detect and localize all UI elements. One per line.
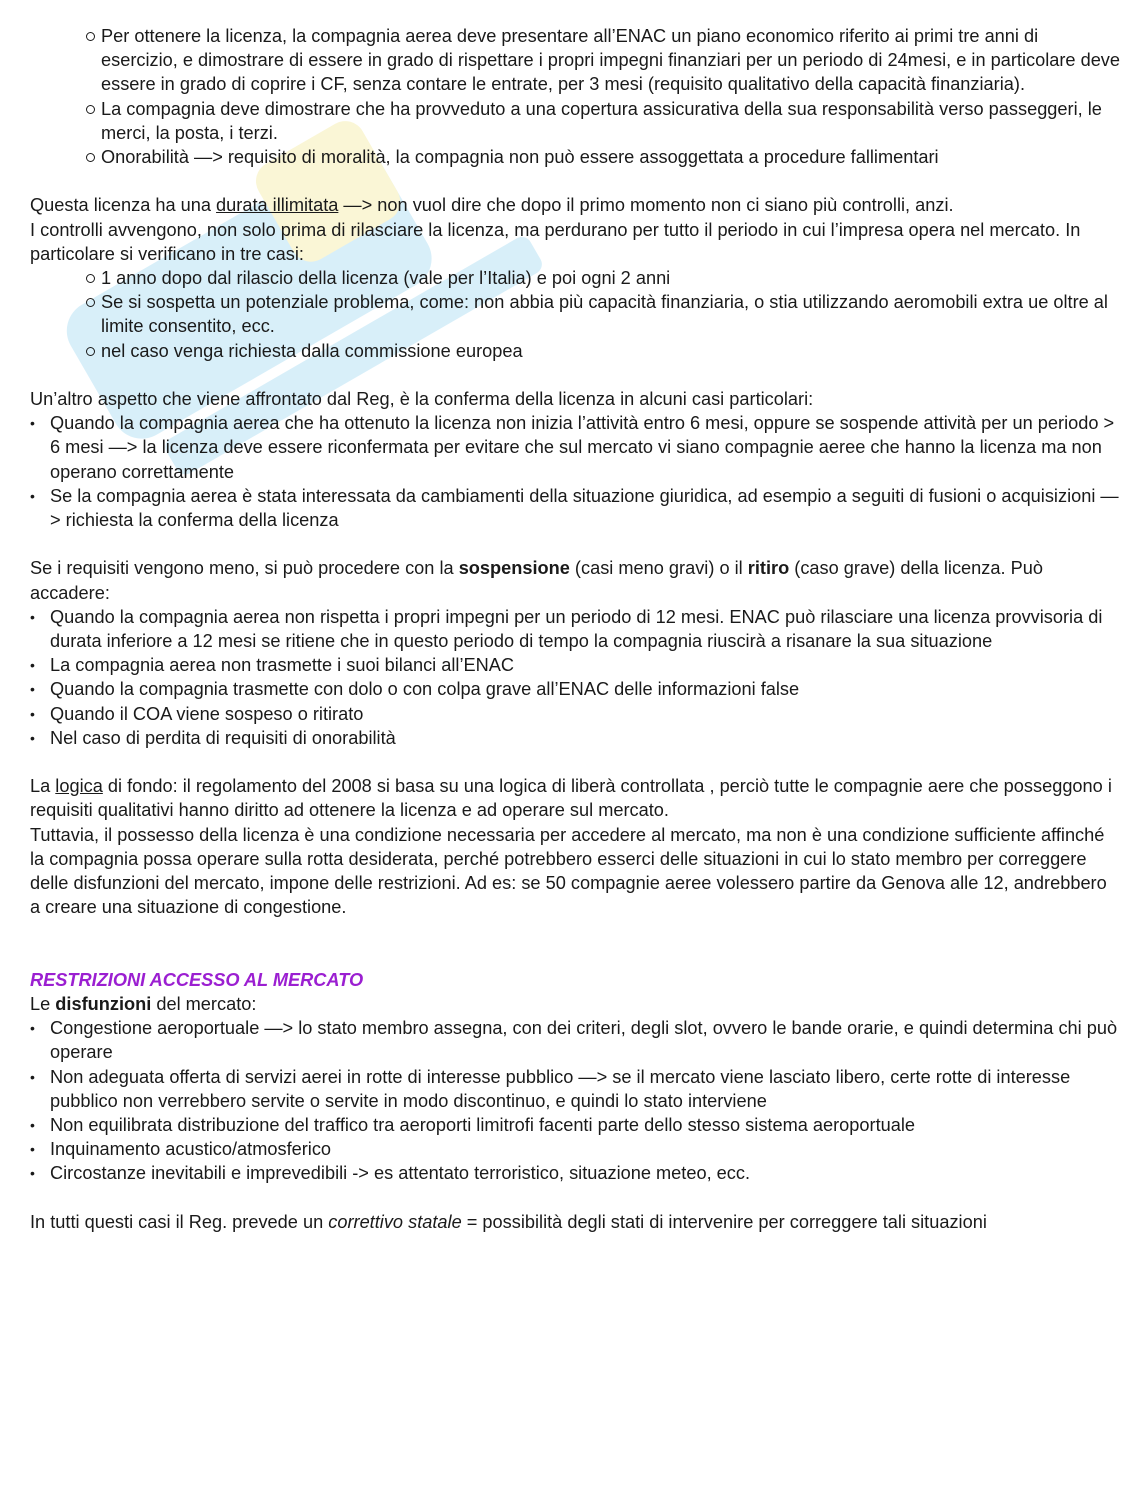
list-item: Se si sospetta un potenziale problema, come: non abbia più capacità finanziaria, o stia utilizzando aeromobili extra ue oltre al limite consentito, ecc. — [30, 290, 1120, 338]
durata-paragraph: Questa licenza ha una durata illimitata —> non vuol dire che dopo il primo momento non ci siano più controlli, anzi. — [30, 195, 954, 216]
section-heading: RESTRIZIONI ACCESSO AL MERCATO — [30, 969, 364, 990]
logica-word: logica — [55, 776, 103, 797]
list-item: • Inquinamento acustico/atmosferico — [30, 1137, 1120, 1161]
list-item: • Quando la compagnia trasmette con dolo o con colpa grave all’ENAC delle informazioni false — [30, 677, 1120, 701]
document-page — [30, 24, 1120, 1234]
list-item: • Nel caso di perdita di requisiti di onorabilità — [30, 726, 1120, 750]
durata-illimitata: durata illimitata — [216, 195, 339, 216]
list-item: La compagnia deve dimostrare che ha provveduto a una copertura assicurativa della sua responsabilità verso passeggeri, le merci, la posta, i terzi. — [30, 97, 1120, 145]
logica-paragraph: La logica di fondo: il regolamento del 2008 si basa su una logica di liberà controllata , perciò tutte le compagnie aere che posseggono i requisiti qualitativi hanno diritto ad ottenere la licenza e ad operare sul mercato. — [30, 776, 1112, 821]
tuttavia-paragraph: Tuttavia, il possesso della licenza è una condizione necessaria per accedere al mercato, ma non è una condizione sufficiente affinché la compagnia possa operare sulla rotta desiderata, perché potrebbero esserci delle situazioni in cui lo stato membro per correggere delle disfunzioni del mercato, impone delle restrizioni. Ad es: se 50 compagnie aeree volessero partire da Genova alle 12, andrebbero a creare una situazione di congestione. — [30, 824, 1107, 918]
list-item: 1 anno dopo dal rilascio della licenza (vale per l’Italia) e poi ogni 2 anni — [30, 266, 1120, 290]
list-item: • Non equilibrata distribuzione del traffico tra aeroporti limitrofi facenti parte dello stesso sistema aeroportuale — [30, 1113, 1120, 1137]
conferma-intro: Un’altro aspetto che viene affrontato dal Reg, è la conferma della licenza in alcuni casi particolari: — [30, 389, 814, 410]
list-item: • Quando il COA viene sospeso o ritirato — [30, 702, 1120, 726]
list-item: • Quando la compagnia aerea che ha ottenuto la licenza non inizia l’attività entro 6 mesi, oppure se sospende attività per un periodo > 6 mesi —> la licenza deve essere riconfermata per evitare che sul mercato vi siano compagnie aeree che hanno la licenza ma non operano correttamente — [30, 411, 1120, 484]
list-item: • Quando la compagnia aerea non rispetta i propri impegni per un periodo di 12 mesi. ENAC può rilasciare una licenza provvisoria di durata inferiore a 12 mesi se ritiene che in questo periodo di tempo la compagnia riuscirà a risanare la sua situazione — [30, 605, 1120, 653]
licenza-requisiti-list — [30, 24, 1120, 169]
list-item: • La compagnia aerea non trasmette i suoi bilanci all’ENAC — [30, 653, 1120, 677]
list-item: Onorabilità —> requisito di moralità, la compagnia non può essere assoggettata a procedure fallimentari — [30, 145, 1120, 169]
correttivo-paragraph: In tutti questi casi il Reg. prevede un correttivo statale = possibilità degli stati di intervenire per correggere tali situazioni — [30, 1211, 987, 1232]
controlli-cases-list — [30, 266, 1120, 363]
list-item: nel caso venga richiesta dalla commissione europea — [30, 339, 1120, 363]
disfunzioni-intro: Le disfunzioni del mercato: — [30, 994, 257, 1015]
controlli-paragraph: I controlli avvengono, non solo prima di rilasciare la licenza, ma perdurano per tutto il periodo in cui l’impresa opera nel mercato. In particolare si verificano in tre casi: — [30, 219, 1081, 264]
disfunzioni-list — [30, 1016, 1120, 1185]
list-item: • Congestione aeroportuale —> lo stato membro assegna, con dei criteri, degli slot, ovvero le bande orarie, e quindi determina chi può operare — [30, 1016, 1120, 1064]
list-item: • Non adeguata offerta di servizi aerei in rotte di interesse pubblico —> se il mercato viene lasciato libero, certe rotte di interesse pubblico non verrebbero servite o servite in modo discontinuo, e quindi lo stato interviene — [30, 1065, 1120, 1113]
sospensione-paragraph: Se i requisiti vengono meno, si può procedere con la sospensione (casi meno gravi) o il ritiro (caso grave) della licenza. Può accadere: — [30, 558, 1043, 603]
list-item: • Se la compagnia aerea è stata interessata da cambiamenti della situazione giuridica, ad esempio a seguiti di fusioni o acquisizioni —> richiesta la conferma della licenza — [30, 484, 1120, 532]
list-item: Per ottenere la licenza, la compagnia aerea deve presentare all’ENAC un piano economico riferito ai primi tre anni di esercizio, e dimostrare di essere in grado di rispettare i propri impegni finanziari per un periodo di 24mesi, e in particolare deve essere in grado di coprire i CF, senza contare le entrate, per 3 mesi (requisito qualitativo della capacità finanziaria). — [30, 24, 1120, 97]
sospensione-list — [30, 605, 1120, 750]
conferma-list — [30, 411, 1120, 532]
list-item: • Circostanze inevitabili e imprevedibili -> es attentato terroristico, situazione meteo, ecc. — [30, 1161, 1120, 1185]
